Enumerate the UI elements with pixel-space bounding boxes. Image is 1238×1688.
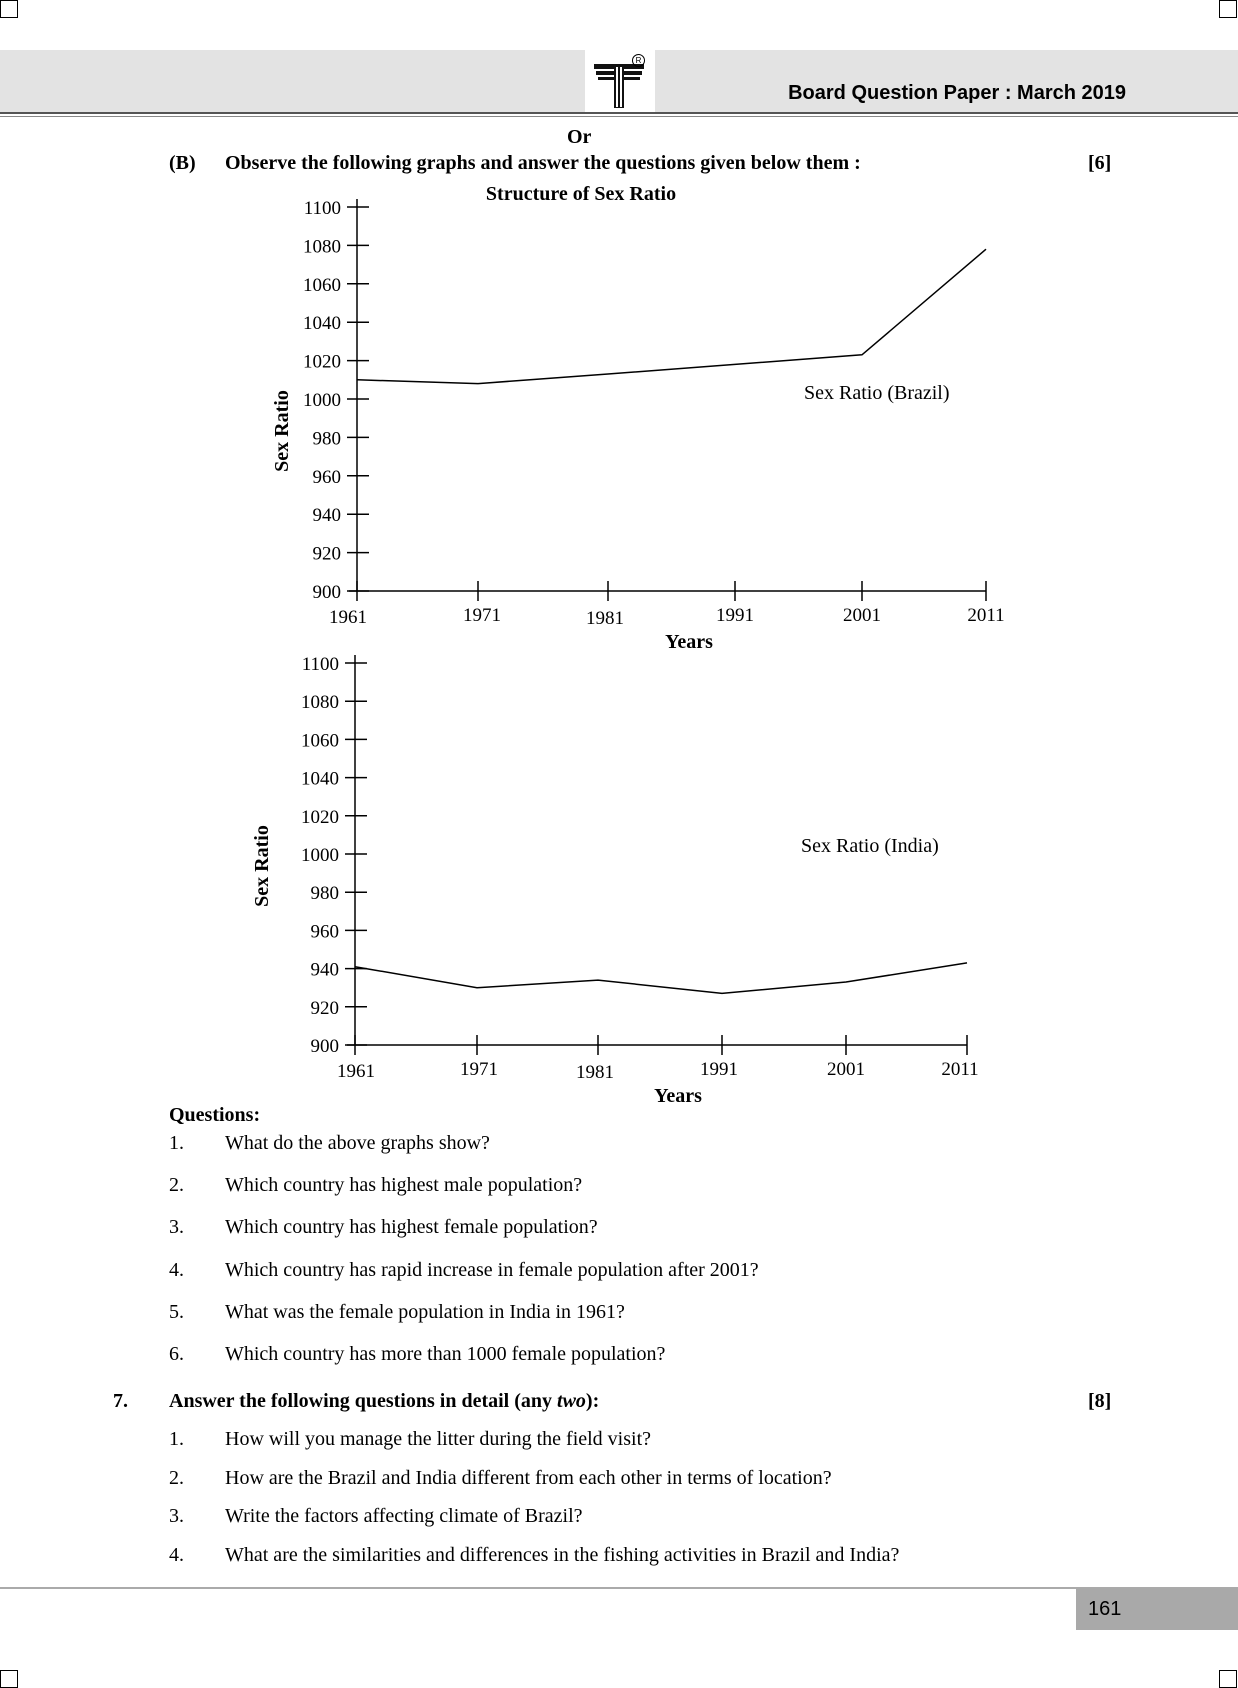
series-line (355, 963, 967, 994)
y-tick-label: 1080 (303, 236, 341, 258)
q7-text-after: ): (585, 1390, 600, 1412)
section-label: (B) (169, 152, 196, 174)
q7-instruction (169, 1390, 599, 1413)
y-axis-label: Sex Ratio (271, 390, 293, 472)
question-number: 3. (169, 1216, 184, 1239)
question-text: How are the Brazil and India different from each other in terms of location? (225, 1466, 832, 1489)
x-tick-label: 1971 (463, 605, 501, 626)
x-tick-label: 1971 (460, 1059, 498, 1080)
question-number: 2. (169, 1174, 184, 1197)
series-label: Sex Ratio (Brazil) (804, 382, 950, 404)
x-tick-label: 1991 (700, 1059, 738, 1080)
question-text: Which country has highest female population? (225, 1216, 598, 1239)
question-number: 4. (169, 1544, 184, 1567)
y-tick-label: 900 (310, 1036, 339, 1057)
q7-text-italic: two (557, 1390, 586, 1412)
y-tick-label: 960 (310, 921, 339, 943)
y-tick-label: 980 (312, 428, 341, 450)
x-axis-label: Years (665, 631, 713, 653)
question-text: What do the above graphs show? (225, 1132, 490, 1154)
y-tick-label: 900 (312, 582, 341, 603)
registered-mark-icon: R (632, 54, 645, 67)
question-text: Which country has highest male population? (225, 1174, 583, 1197)
question-number: 4. (169, 1258, 184, 1281)
footer-rule (0, 1587, 1238, 1589)
y-axis-label: Sex Ratio (251, 825, 273, 907)
y-tick-label: 1100 (301, 654, 339, 675)
question-text: Which country has more than 1000 female population? (225, 1343, 666, 1365)
question-number: 5. (169, 1300, 184, 1323)
or-label: Or (567, 126, 592, 148)
section-marks: [6] (1088, 152, 1112, 174)
y-tick-label: 920 (312, 543, 341, 565)
x-tick-label: 2011 (967, 605, 1005, 626)
question-number: 1. (169, 1132, 184, 1154)
y-tick-label: 1040 (301, 768, 339, 790)
question-text: Which country has rapid increase in female population after 2001? (225, 1258, 759, 1281)
y-tick-label: 1040 (303, 313, 341, 335)
y-tick-label: 980 (310, 883, 339, 905)
x-tick-label: 1961 (329, 607, 367, 628)
page-number: 161 (1076, 1588, 1238, 1630)
y-tick-label: 1060 (303, 274, 341, 296)
question-text: Write the factors affecting climate of Brazil? (225, 1505, 583, 1528)
x-tick-label: 2001 (843, 605, 881, 626)
series-label: Sex Ratio (India) (801, 835, 939, 857)
q7-marks: [8] (1088, 1390, 1112, 1412)
header-title: Board Question Paper : March 2019 (788, 82, 1126, 104)
question-number: 6. (169, 1343, 184, 1365)
questions-heading: Questions: (169, 1104, 261, 1126)
q7-text-before: Answer the following questions in detail (any (169, 1390, 558, 1412)
y-tick-label: 1000 (303, 390, 341, 411)
x-axis-label: Years (654, 1085, 702, 1107)
x-tick-label: 1991 (716, 605, 754, 626)
y-tick-label: 960 (312, 466, 341, 488)
x-tick-label: 1961 (337, 1061, 375, 1082)
y-tick-label: 1100 (303, 198, 341, 219)
chart-title: Structure of Sex Ratio (485, 183, 677, 205)
question-text: How will you manage the litter during the field visit? (225, 1428, 652, 1450)
y-tick-label: 1020 (303, 351, 341, 373)
x-tick-label: 1981 (586, 608, 624, 629)
y-tick-label: 1000 (301, 845, 339, 866)
y-tick-label: 1060 (301, 730, 339, 752)
question-number: 2. (169, 1466, 184, 1489)
y-tick-label: 1020 (301, 806, 339, 828)
y-tick-label: 1080 (301, 692, 339, 714)
q7-number: 7. (113, 1390, 128, 1412)
crop-mark-bottom-right (1219, 1670, 1237, 1688)
y-tick-label: 940 (310, 959, 339, 981)
x-tick-label: 2011 (941, 1059, 979, 1080)
x-tick-label: 1981 (576, 1062, 614, 1083)
question-text: What was the female population in India in 1961? (225, 1300, 625, 1323)
section-instruction: Observe the following graphs and answer the questions given below them : (225, 152, 861, 174)
y-tick-label: 940 (312, 505, 341, 527)
y-tick-label: 920 (310, 997, 339, 1019)
question-number: 3. (169, 1505, 184, 1528)
crop-mark-bottom-left (0, 1670, 18, 1688)
x-tick-label: 2001 (827, 1059, 865, 1080)
question-text: What are the similarities and differences in the fishing activities in Brazil and India? (225, 1544, 900, 1567)
question-number: 1. (169, 1428, 184, 1450)
